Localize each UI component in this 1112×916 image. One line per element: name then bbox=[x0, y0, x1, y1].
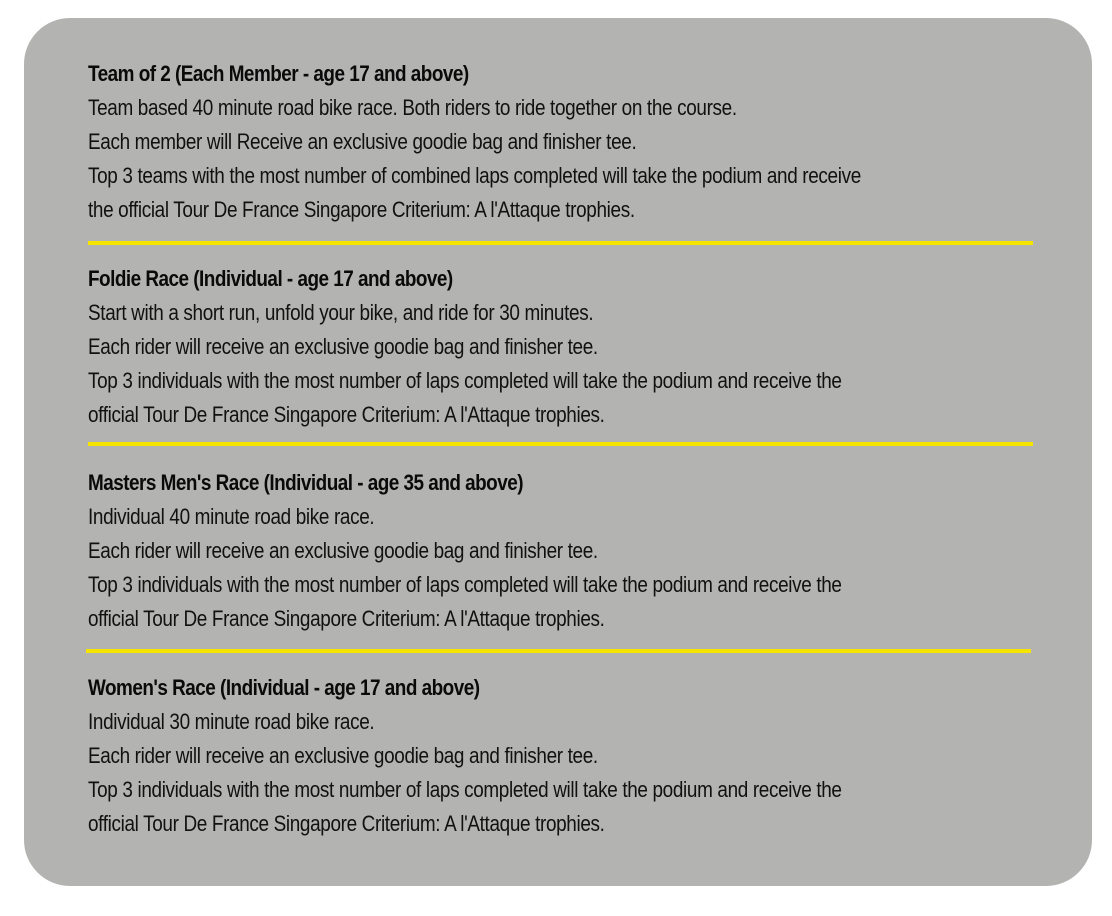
section-line: official Tour De France Singapore Criterium: A l'Attaque trophies. bbox=[88, 402, 605, 427]
section-line: Each rider will receive an exclusive goodie bag and finisher tee. bbox=[88, 743, 598, 768]
section-divider bbox=[88, 241, 1033, 245]
section-divider bbox=[86, 649, 1031, 653]
section-line: Each rider will receive an exclusive goodie bag and finisher tee. bbox=[88, 334, 598, 359]
section-line: Top 3 individuals with the most number of laps completed will take the podium and receive the bbox=[88, 368, 842, 393]
section-masters-mens-race bbox=[88, 466, 1048, 636]
section-womens-race bbox=[88, 671, 1048, 841]
section-divider bbox=[88, 442, 1033, 446]
section-line: official Tour De France Singapore Criterium: A l'Attaque trophies. bbox=[88, 811, 605, 836]
section-line: Top 3 individuals with the most number of laps completed will take the podium and receive the bbox=[88, 572, 842, 597]
section-line: official Tour De France Singapore Criterium: A l'Attaque trophies. bbox=[88, 606, 605, 631]
section-line: Team based 40 minute road bike race. Both riders to ride together on the course. bbox=[88, 95, 737, 120]
section-foldie-race bbox=[88, 262, 1048, 432]
section-line: Start with a short run, unfold your bike, and ride for 30 minutes. bbox=[88, 300, 594, 325]
section-line: Individual 30 minute road bike race. bbox=[88, 709, 375, 734]
section-title: Women's Race (Individual - age 17 and above) bbox=[88, 675, 480, 700]
section-line: the official Tour De France Singapore Criterium: A l'Attaque trophies. bbox=[88, 197, 635, 222]
section-line: Individual 40 minute road bike race. bbox=[88, 504, 375, 529]
section-line: Top 3 teams with the most number of combined laps completed will take the podium and receive bbox=[88, 163, 861, 188]
section-title: Team of 2 (Each Member - age 17 and above) bbox=[88, 61, 469, 86]
section-line: Each member will Receive an exclusive goodie bag and finisher tee. bbox=[88, 129, 637, 154]
section-title: Masters Men's Race (Individual - age 35 and above) bbox=[88, 470, 524, 495]
section-line: Top 3 individuals with the most number of laps completed will take the podium and receive the bbox=[88, 777, 842, 802]
section-team-of-2 bbox=[88, 57, 1048, 227]
section-title: Foldie Race (Individual - age 17 and above) bbox=[88, 266, 453, 291]
section-line: Each rider will receive an exclusive goodie bag and finisher tee. bbox=[88, 538, 598, 563]
